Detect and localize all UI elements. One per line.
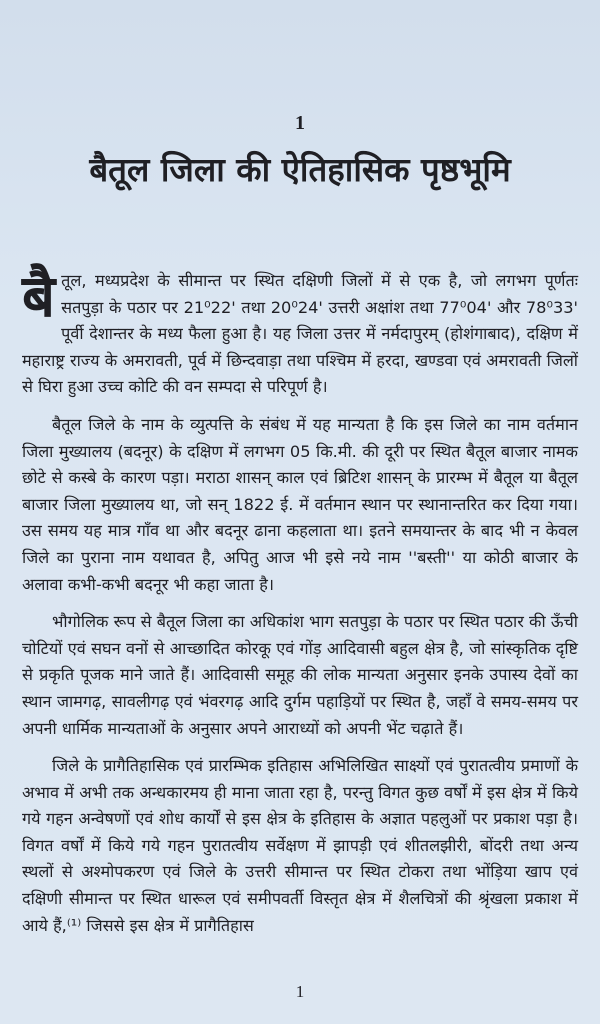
paragraph-3: भौगोलिक रूप से बैतूल जिला का अधिकांश भाग सतपुड़ा के पठार पर स्थित पठार की ऊँची चोटियों एवं सघन वनों से आच्छादित कोरकू एवं गोंड़ आदिवासी बहुल क्षेत्र है, जो सांस्कृतिक दृष्टि से प्रकृति पूजक माने जाते हैं। आदिवासी समूह की लोक मान्यता अनुसार इनके उपास्य देवों का स्थान जामगढ़, सावलीगढ़ एवं भंवरगढ़ आदि दुर्गम पहाड़ियों पर स्थित है, जहाँ वे समय-समय पर अपनी धार्मिक मान्यताओं के अनुसार अपने आराध्यों को अपनी भेंट चढ़ाते हैं। bbox=[22, 612, 578, 738]
paragraph-1 bbox=[22, 262, 578, 401]
chapter-title: बैतूल जिला की ऐतिहासिक पृष्ठभूमि bbox=[89, 150, 511, 189]
page-number: 1 bbox=[295, 982, 305, 1001]
paragraph-4: जिले के प्रागैतिहासिक एवं प्रारम्भिक इतिहास अभिलिखित साक्ष्यों एवं पुरातत्वीय प्रमाणों के अभाव में अभी तक अन्धकारमय ही माना जाता रहा है, परन्तु विगत कुछ वर्षों में इस क्षेत्र में किये गये गहन अन्वेषणों एवं शोध कार्यों से इस क्षेत्र के इतिहास के अज्ञात पहलुओं पर प्रकाश पड़ा है। विगत वर्षों में किये गये गहन पुरातत्वीय सर्वेक्षण में झापड़ी एवं शीतलझीरी, बोंदरी तथा अन्य स्थलों से अश्मोपकरण एवं जिले के उत्तरी सीमान्त पर स्थित टोकरा तथा भोंड़िया खाप एवं दक्षिणी सीमान्त पर स्थित धारूल एवं समीपवर्ती विस्तृत क्षेत्र में शैलचित्रों की श्रृंखला प्रकाश में आये हैं,⁽¹⁾ जिससे इस क्षेत्र में प्रागैतिहास bbox=[22, 756, 578, 935]
paragraph-2: बैतूल जिले के नाम के व्युत्पत्ति के संबंध में यह मान्यता है कि इस जिले का नाम वर्तमान जिला मुख्यालय (बदनूर) के दक्षिण में लगभग 05 कि.मी. की दूरी पर स्थित बैतूल बाजार नामक छोटे से कस्बे के कारण पड़ा। मराठा शासन् काल एवं ब्रिटिश शासन् के प्रारम्भ में बैतूल या बैतूल बाजार जिला मुख्यालय था, जो सन् 1822 ई. में वर्तमान स्थान पर स्थानान्तरित कर दिया गया। उस समय यह मात्र गाँव था और बदनूर ढाना कहलाता था। इतने समयान्तर के बाद भी न केवल जिले का पुराना नाम यथावत है, अपितु आज भी इसे नये नाम ''बस्ती'' या कोठी बाजार के अलावा कभी-कभी बदनूर भी कहा जाता है। bbox=[22, 414, 578, 594]
chapter-number: 1 bbox=[295, 112, 305, 134]
paragraph-1-text: तूल, मध्यप्रदेश के सीमान्त पर स्थित दक्षिणी जिलों में से एक है, जो लगभग पूर्णतः सतपुड़ा के पठार पर 21⁰22' तथा 20⁰24' उत्तरी अक्षांश तथा 77⁰04' और 78⁰33' पूर्वी देशान्तर के मध्य फैला हुआ है। यह जिला उत्तर में नर्मदापुरम् (होशंगाबाद), दक्षिण में महाराष्ट्र राज्य के अमरावती, पूर्व में छिन्दवाड़ा तथा पश्चिम में हरदा, खण्डवा एवं अमरावती जिलों से घिरा हुआ उच्च कोटि की वन सम्पदा से परिपूर्ण है। bbox=[22, 271, 578, 397]
drop-cap: बै bbox=[22, 262, 56, 330]
body-text bbox=[22, 262, 578, 950]
